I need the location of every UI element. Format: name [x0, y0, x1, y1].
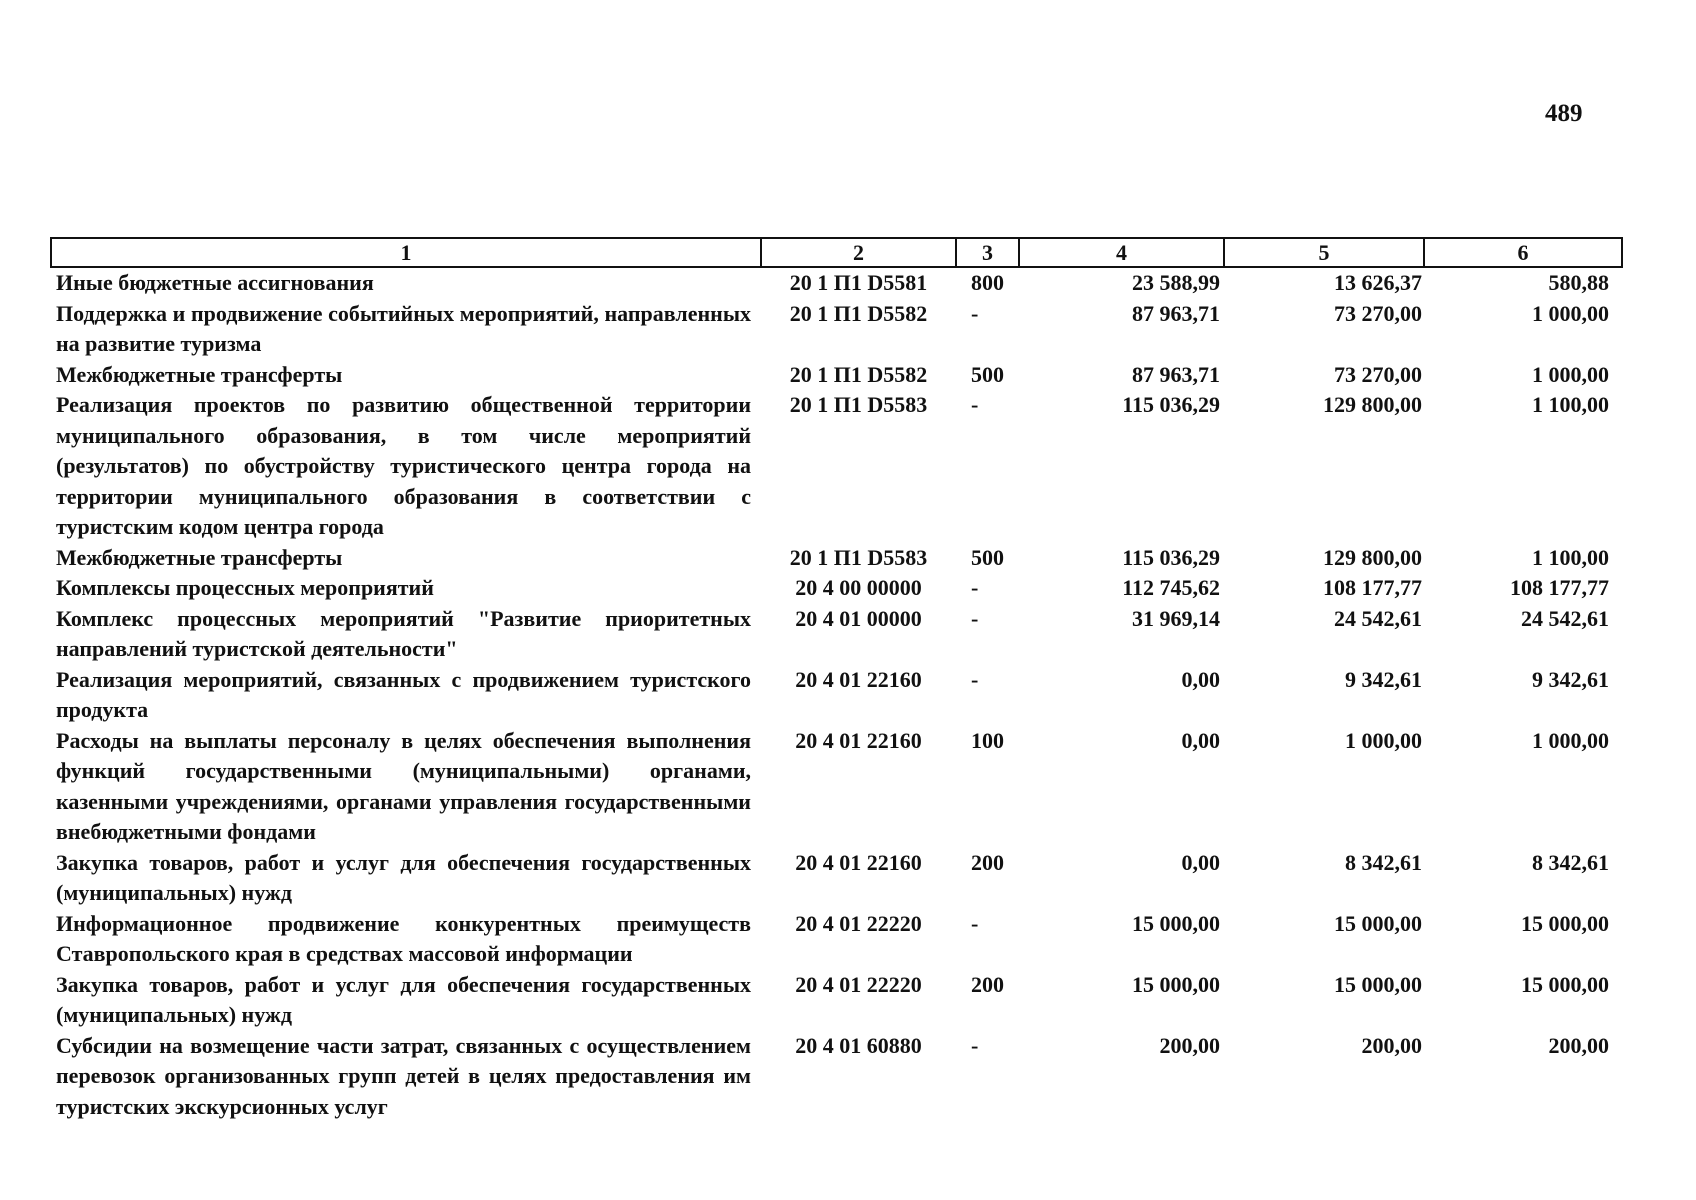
- row-value-2024-cell: 31 969,14: [1132, 605, 1220, 631]
- row-code-cell: 20 1 П1 D5581: [789, 270, 928, 295]
- row-code-cell: 20 4 00 00000: [795, 575, 922, 600]
- row-value-2024-cell: 15 000,00: [1132, 971, 1220, 997]
- row-value-2024-cell: 200,00: [1159, 1032, 1220, 1058]
- row-value-2025-cell: 129 800,00: [1323, 544, 1422, 570]
- row-kvr-cell: 100: [971, 727, 1004, 753]
- row-value-2026-cell: 108 177,77: [1510, 575, 1609, 600]
- row-name-cell: Межбюджетные трансферты: [56, 544, 343, 570]
- row-value-2025-cell: 15 000,00: [1334, 910, 1422, 936]
- row-kvr-cell: -: [971, 666, 979, 692]
- row-code-cell: 20 1 П1 D5583: [789, 544, 928, 570]
- row-value-2025-cell: 24 542,61: [1334, 605, 1422, 631]
- row-value-2026-cell: 580,88: [1548, 270, 1609, 295]
- row-value-2024-cell: 23 588,99: [1132, 270, 1220, 295]
- row-code-cell: 20 1 П1 D5582: [789, 361, 928, 387]
- row-name-cell: Информационное продвижение конкурентных преимуществ Ставропольского края в средствах массовой информации: [56, 910, 751, 966]
- row-kvr-cell: -: [971, 300, 979, 326]
- row-name-cell: Поддержка и продвижение событийных мероприятий, направленных на развитие туризма: [56, 300, 751, 356]
- column-header-2: 2: [761, 238, 956, 267]
- row-code-cell: 20 4 01 22220: [795, 910, 922, 936]
- row-value-2026-cell: 1 000,00: [1532, 727, 1609, 753]
- row-value-2024-cell: 87 963,71: [1132, 300, 1220, 326]
- table-row: [51, 726, 1622, 848]
- table-row: [51, 390, 1622, 543]
- row-value-2026-cell: 1 000,00: [1532, 300, 1609, 326]
- table-row: [51, 543, 1622, 574]
- table-row: [51, 604, 1622, 665]
- row-value-2024-cell: 115 036,29: [1122, 544, 1220, 570]
- row-value-2025-cell: 200,00: [1361, 1032, 1422, 1058]
- row-kvr-cell: 800: [971, 270, 1004, 295]
- row-name-cell: Комплексы процессных мероприятий: [56, 575, 434, 600]
- column-header-5: 5: [1224, 238, 1424, 267]
- row-value-2024-cell: 0,00: [1181, 727, 1220, 753]
- row-name-cell: Иные бюджетные ассигнования: [56, 270, 374, 295]
- row-value-2025-cell: 13 626,37: [1334, 270, 1422, 295]
- row-kvr-cell: 500: [971, 361, 1004, 387]
- table-row: [51, 909, 1622, 970]
- row-kvr-cell: 200: [971, 971, 1004, 997]
- row-name-cell: Субсидии на возмещение части затрат, связанных с осуществлением перевозок организованных групп детей в целях предоставления им туристских экскурсионных услуг: [56, 1032, 751, 1119]
- row-code-cell: 20 4 01 22220: [795, 971, 922, 997]
- row-code-cell: 20 4 01 22160: [795, 727, 922, 753]
- table-row: [51, 267, 1622, 299]
- row-value-2024-cell: 115 036,29: [1122, 392, 1220, 417]
- page-number: 489: [1545, 100, 1583, 127]
- row-name-cell: Реализация проектов по развитию общественной территории муниципального образования, в том числе мероприятий (результатов) по обустройству туристического центра города на территории муниципального образования в соответствии с туристским кодом центра города: [56, 392, 751, 539]
- row-value-2024-cell: 87 963,71: [1132, 361, 1220, 387]
- row-value-2026-cell: 1 000,00: [1532, 361, 1609, 387]
- row-value-2024-cell: 112 745,62: [1122, 575, 1220, 600]
- row-value-2026-cell: 8 342,61: [1532, 849, 1609, 875]
- row-code-cell: 20 4 01 22160: [795, 666, 922, 692]
- table-row: [51, 299, 1622, 360]
- row-value-2025-cell: 9 342,61: [1345, 666, 1422, 692]
- row-kvr-cell: -: [971, 605, 979, 631]
- row-kvr-cell: -: [971, 392, 979, 417]
- table-header: [51, 238, 1622, 267]
- row-name-cell: Закупка товаров, работ и услуг для обеспечения государственных (муниципальных) нужд: [56, 849, 751, 905]
- column-header-4: 4: [1019, 238, 1224, 267]
- row-value-2025-cell: 15 000,00: [1334, 971, 1422, 997]
- row-value-2024-cell: 0,00: [1181, 666, 1220, 692]
- row-value-2026-cell: 15 000,00: [1521, 971, 1609, 997]
- row-kvr-cell: -: [971, 575, 979, 600]
- row-value-2025-cell: 73 270,00: [1334, 300, 1422, 326]
- row-value-2026-cell: 200,00: [1548, 1032, 1609, 1058]
- header-row: [51, 238, 1622, 267]
- row-code-cell: 20 4 01 00000: [795, 605, 922, 631]
- row-kvr-cell: -: [971, 910, 979, 936]
- row-value-2026-cell: 1 100,00: [1532, 392, 1609, 417]
- row-code-cell: 20 1 П1 D5583: [789, 392, 928, 417]
- table-body: [51, 267, 1622, 1122]
- row-kvr-cell: 500: [971, 544, 1004, 570]
- row-name-cell: Закупка товаров, работ и услуг для обеспечения государственных (муниципальных) нужд: [56, 971, 751, 1027]
- row-name-cell: Межбюджетные трансферты: [56, 361, 343, 387]
- row-value-2025-cell: 1 000,00: [1345, 727, 1422, 753]
- row-code-cell: 20 1 П1 D5582: [789, 300, 928, 326]
- column-header-3: 3: [956, 238, 1019, 267]
- row-value-2024-cell: 15 000,00: [1132, 910, 1220, 936]
- row-value-2025-cell: 129 800,00: [1323, 392, 1422, 417]
- row-name-cell: Расходы на выплаты персоналу в целях обеспечения выполнения функций государственными (муниципальными) органами, казенными учреждениями, органами управления государственными внебюджетными фондами: [56, 727, 751, 844]
- row-code-cell: 20 4 01 60880: [795, 1032, 922, 1058]
- row-value-2025-cell: 73 270,00: [1334, 361, 1422, 387]
- table-row: [51, 573, 1622, 604]
- table-row: [51, 848, 1622, 909]
- row-name-cell: Реализация мероприятий, связанных с продвижением туристского продукта: [56, 666, 751, 722]
- row-value-2025-cell: 108 177,77: [1323, 575, 1422, 600]
- column-header-6: 6: [1424, 238, 1622, 267]
- row-code-cell: 20 4 01 22160: [795, 849, 922, 875]
- table-row: [51, 360, 1622, 391]
- row-value-2026-cell: 15 000,00: [1521, 910, 1609, 936]
- row-kvr-cell: 200: [971, 849, 1004, 875]
- budget-table: [50, 237, 1623, 1122]
- table-row: [51, 970, 1622, 1031]
- row-name-cell: Комплекс процессных мероприятий "Развитие приоритетных направлений туристской деятельности": [56, 605, 751, 661]
- row-value-2025-cell: 8 342,61: [1345, 849, 1422, 875]
- column-header-1: 1: [51, 238, 761, 267]
- table-row: [51, 665, 1622, 726]
- row-kvr-cell: -: [971, 1032, 979, 1058]
- row-value-2026-cell: 9 342,61: [1532, 666, 1609, 692]
- row-value-2024-cell: 0,00: [1181, 849, 1220, 875]
- table-row: [51, 1031, 1622, 1123]
- row-value-2026-cell: 1 100,00: [1532, 544, 1609, 570]
- row-value-2026-cell: 24 542,61: [1521, 605, 1609, 631]
